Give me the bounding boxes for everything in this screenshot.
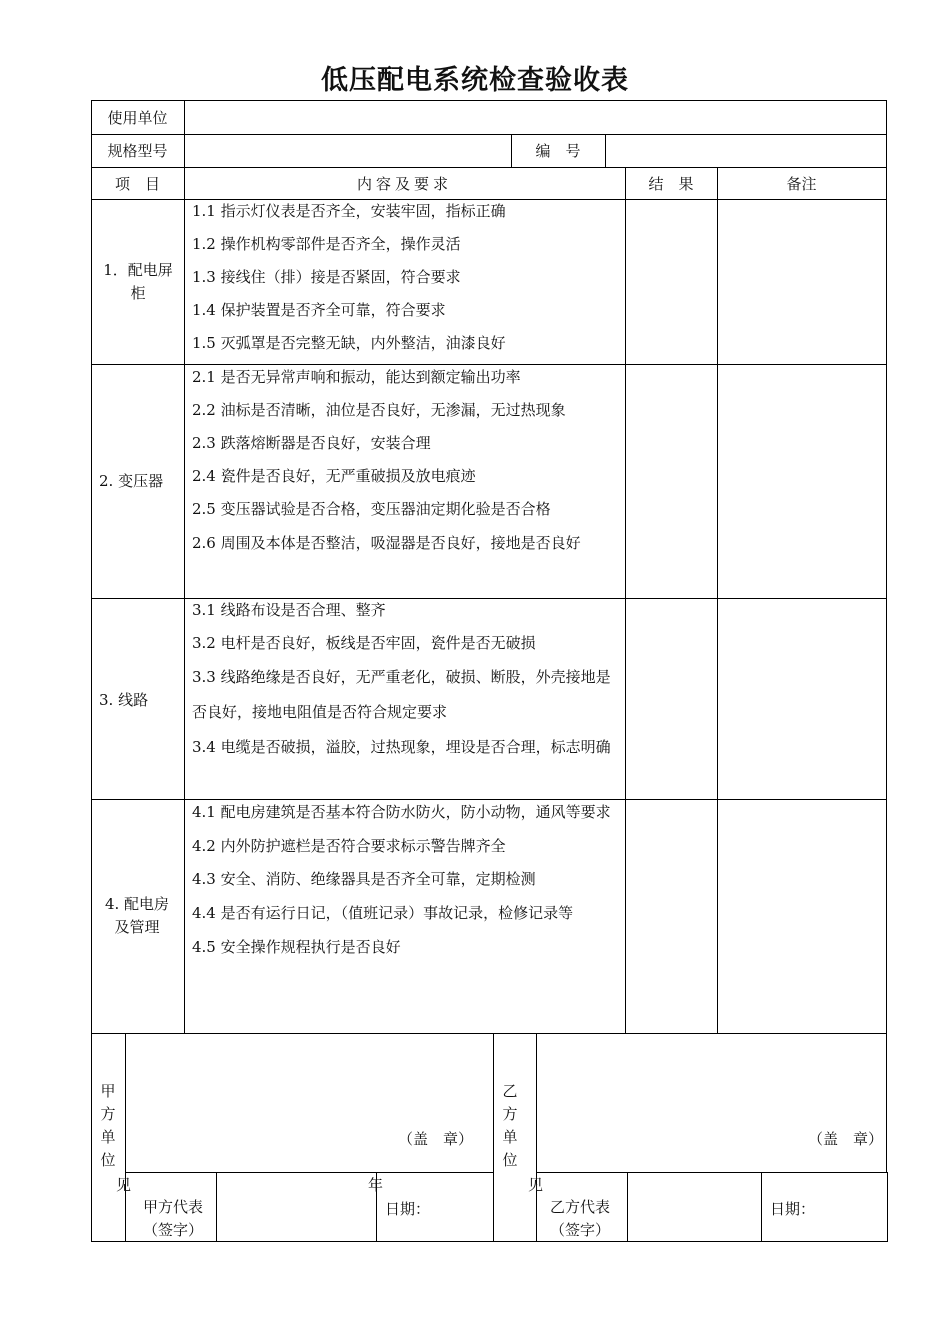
party-a-signature-field[interactable] <box>217 1173 376 1241</box>
list-item: 4.5 安全操作规程执行是否良好 <box>192 938 401 956</box>
list-item: 4.2 内外防护遮栏是否符合要求标示警告牌齐全 <box>192 837 506 855</box>
column-header-note: 备注 <box>786 174 817 193</box>
overflow-text-year: 年 <box>368 1176 384 1194</box>
list-item: 3.1 线路布设是否合理、整齐 <box>192 601 386 619</box>
list-item: 1.4 保护装置是否齐全可靠，符合要求 <box>192 301 446 319</box>
section-name: 2. 变压器 <box>99 472 164 490</box>
model-label: 规格型号 <box>107 142 168 160</box>
list-item: 1.2 操作机构零部件是否齐全，操作灵活 <box>192 235 461 253</box>
list-item: 2.5 变压器试验是否合格，变压器油定期化验是否合格 <box>192 500 551 518</box>
party-a-label: 甲方单位 <box>100 1082 116 1169</box>
list-item: 3.4 电缆是否破损，溢胶，过热现象，埋设是否合理，标志明确 <box>192 738 611 756</box>
list-item: 4.4 是否有运行日记，（值班记录）事故记录，检修记录等 <box>192 904 574 922</box>
list-item: 3.2 电杆是否良好，板线是否牢固，瓷件是否无破损 <box>192 634 536 652</box>
section-name: 4. 配电房及管理 <box>104 895 170 936</box>
column-header-item: 项 目 <box>114 174 160 193</box>
list-item: 2.6 周围及本体是否整洁，吸湿器是否良好，接地是否良好 <box>192 534 581 552</box>
list-item: 3.3 线路绝缘是否良好，无严重老化，破损、断股，外壳接地是否良好，接地电阻值是否符合规定要求 <box>192 668 611 721</box>
overflow-text-b: 见 <box>528 1176 544 1194</box>
number-label: 编 号 <box>535 142 581 160</box>
model-value-field[interactable] <box>185 135 511 167</box>
section-name: 1．配电屏柜 <box>103 260 173 302</box>
list-item: 1.5 灭弧罩是否完整无缺，内外整洁，油漆良好 <box>192 334 506 352</box>
list-item: 1.1 指示灯仪表是否齐全，安装牢固，指标正确 <box>192 202 506 220</box>
party-a-rep-label: 甲方代表（签字） <box>142 1198 203 1239</box>
party-a-date-label: 日期： <box>385 1200 431 1218</box>
column-header-content: 内容及要求 <box>356 174 452 193</box>
list-item: 4.1 配电房建筑是否基本符合防水防火，防小动物，通风等要求 <box>192 803 611 821</box>
unit-label: 使用单位 <box>107 108 168 127</box>
party-b-label: 乙方单位 <box>502 1082 518 1169</box>
party-b-seal: （盖 章） <box>808 1130 884 1148</box>
list-item: 2.3 跌落熔断器是否良好，安装合理 <box>192 434 431 452</box>
party-b-signature-field[interactable] <box>628 1173 761 1241</box>
section-name: 3. 线路 <box>99 691 149 709</box>
list-item: 2.1 是否无异常声响和振动，能达到额定输出功率 <box>192 368 521 386</box>
overflow-text-a: 见 <box>116 1176 132 1194</box>
section-items <box>192 795 622 964</box>
column-header-result: 结 果 <box>648 174 694 193</box>
party-a-seal: （盖 章） <box>398 1130 474 1148</box>
number-value-field[interactable] <box>606 135 886 167</box>
list-item: 1.3 接线住（排）接是否紧固，符合要求 <box>192 268 461 286</box>
list-item: 2.2 油标是否清晰，油位是否良好，无渗漏，无过热现象 <box>192 401 566 419</box>
list-item: 2.4 瓷件是否良好，无严重破损及放电痕迹 <box>192 467 476 485</box>
party-b-rep-label: 乙方代表（签字） <box>549 1198 610 1239</box>
section-items <box>192 361 622 561</box>
party-b-date-label: 日期： <box>770 1200 816 1218</box>
section-items <box>192 594 622 765</box>
unit-value-field[interactable] <box>185 101 886 134</box>
list-item: 4.3 安全、消防、绝缘器具是否齐全可靠，定期检测 <box>192 870 536 888</box>
page-title: 低压配电系统检查验收表 <box>321 65 629 96</box>
section-items <box>192 195 622 360</box>
